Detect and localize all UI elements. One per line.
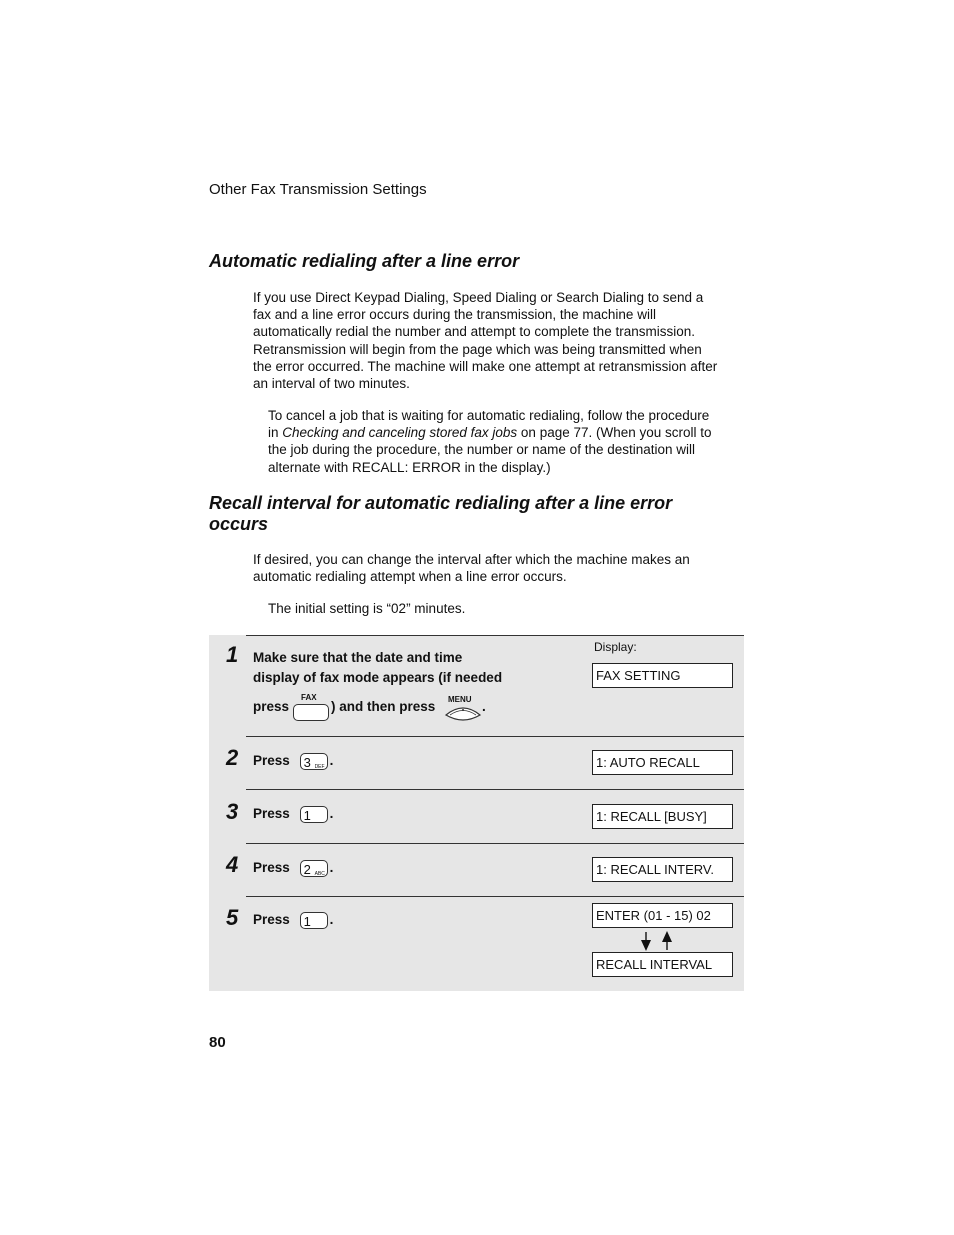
key-digit: 3 <box>303 754 311 770</box>
lcd-display-step4: 1: RECALL INTERV. <box>592 857 733 882</box>
text-line <box>268 424 712 441</box>
text-line: automatic redialing attempt when a line error occurs. <box>253 569 567 585</box>
text-line: If desired, you can change the interval after which the machine makes an <box>253 552 690 567</box>
text-line: fax and a line error occurs during the transmission, the machine will <box>253 307 656 323</box>
text-line: the error occurred. The machine will make one attempt at retransmission after <box>253 358 718 374</box>
step-number: 5 <box>226 905 239 930</box>
section1-paragraph <box>253 289 717 392</box>
lcd-display-step5-alt: RECALL INTERVAL <box>592 952 733 977</box>
key-3-icon <box>300 753 328 770</box>
section2-note: The initial setting is “02” minutes. <box>268 601 466 616</box>
text-line: Retransmission will begin from the page which was being transmitted when <box>253 341 702 357</box>
key-2-icon <box>300 860 328 877</box>
text-line: To cancel a job that is waiting for automatic redialing, follow the procedure <box>268 408 710 423</box>
display-label: Display: <box>594 640 637 654</box>
step1-press-line <box>253 699 289 714</box>
text-fragment: . <box>329 806 334 821</box>
text-fragment: Press <box>253 860 290 875</box>
fax-key-icon <box>293 704 329 721</box>
key-letters: ABC <box>314 870 325 877</box>
lcd-display-step5: ENTER (01 - 15) 02 <box>592 903 733 928</box>
text-fragment: press <box>253 699 290 714</box>
key-1-icon <box>300 912 328 929</box>
step4-instruction <box>253 858 333 878</box>
running-header: Other Fax Transmission Settings <box>209 181 427 198</box>
section-heading-recall-interval <box>209 493 672 535</box>
key-digit: 2 <box>303 861 311 877</box>
text-fragment: Press <box>253 806 290 821</box>
menu-key-caption: MENU <box>448 695 472 704</box>
fax-key-caption: FAX <box>301 693 317 702</box>
text-line: an interval of two minutes. <box>253 376 410 392</box>
heading-line: occurs <box>209 514 269 534</box>
text-fragment: in <box>268 425 283 441</box>
text-fragment: on page 77. (When you scroll to <box>517 425 712 441</box>
menu-key-icon <box>444 705 482 721</box>
step-number: 2 <box>226 745 239 770</box>
text-fragment: Press <box>253 753 290 768</box>
text-line: display of fax mode appears (if needed <box>253 670 503 685</box>
section2-paragraph <box>253 551 690 585</box>
text-line: automatically redial the number and attempt to complete the transmission. <box>253 324 695 340</box>
key-1-icon <box>300 806 328 823</box>
step5-instruction <box>253 910 333 930</box>
text-fragment: . <box>329 912 334 927</box>
lcd-display-step2: 1: AUTO RECALL <box>592 750 733 775</box>
text-fragment: Press <box>253 912 290 927</box>
page-number: 80 <box>209 1034 226 1051</box>
key-digit: 1 <box>303 913 311 929</box>
text-line: alternate with RECALL: ERROR in the display.) <box>268 459 551 475</box>
step-number: 4 <box>226 852 239 877</box>
text-fragment: . <box>329 753 334 768</box>
alternating-arrows-icon <box>636 930 676 952</box>
step-number: 1 <box>226 642 239 667</box>
section-heading-auto-redial: Automatic redialing after a line error <box>209 251 520 271</box>
text-line: the job during the procedure, the number or name of the destination will <box>268 442 696 458</box>
text-fragment: . <box>482 699 486 714</box>
key-digit: 1 <box>303 807 311 823</box>
step3-instruction <box>253 804 333 824</box>
step2-instruction <box>253 751 333 771</box>
lcd-display-step1: FAX SETTING <box>592 663 733 688</box>
step-number: 3 <box>226 799 239 824</box>
text-fragment: . <box>329 860 334 875</box>
text-line: Make sure that the date and time <box>253 650 463 665</box>
text-fragment: ) and then press <box>331 699 436 714</box>
heading-line: Recall interval for automatic redialing after a line error <box>209 493 673 513</box>
text-line: If you use Direct Keypad Dialing, Speed Dialing or Search Dialing to send a <box>253 290 704 305</box>
lcd-display-step3: 1: RECALL [BUSY] <box>592 804 733 829</box>
cross-reference: Checking and canceling stored fax jobs <box>282 425 518 441</box>
key-letters: DEF <box>314 763 325 770</box>
step1-instruction <box>253 648 502 688</box>
section1-note <box>268 407 712 476</box>
